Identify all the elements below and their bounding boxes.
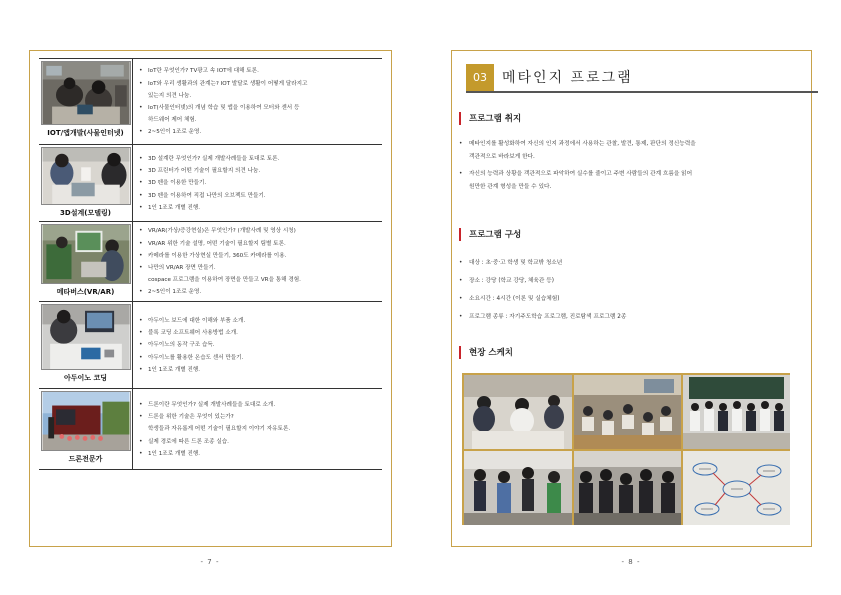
- program-caption: 드론전문가: [68, 455, 103, 463]
- program-line: • VR/AR(가상/증강현실)은 무엇인가? (개발사례 및 영상 시청): [139, 225, 378, 237]
- program-description: [133, 145, 382, 221]
- sketch-photo: [464, 375, 572, 449]
- program-line: • 나만의 VR/AR 장면 만들기.: [139, 262, 378, 274]
- purpose-line: 원만한 관계 형성을 만들 수 있다.: [469, 183, 552, 190]
- program-line: cospace 프로그램을 이용하여 장면을 만들고 VR을 통해 경험.: [148, 277, 301, 284]
- program-line: • IoT와 우리 생활과의 관계는? IOT 발달로 생활이 어떻게 달라지고: [139, 78, 378, 90]
- program-line: • IoT(사물인터넷)의 개념 학습 및 앱을 이용하여 모터와 센서 등: [139, 102, 378, 114]
- purpose-line: 객관적으로 바라보게 한다.: [469, 153, 535, 160]
- program-line: • 드론이란 무엇인가? 실제 개발사례들을 토대로 소개.: [139, 399, 378, 411]
- program-line: 학생들과 자유롭게 어떤 기술이 필요할지 이야기 자유토론.: [148, 426, 291, 433]
- program-row-vr-ar: [39, 222, 382, 302]
- iot-class-photo: [41, 61, 131, 125]
- section-number-badge: 03: [466, 64, 494, 91]
- program-caption: 3D설계(모델링): [60, 209, 111, 217]
- sketch-photo: [574, 375, 681, 449]
- purpose-line: • 메타인지를 활성화하여 자신의 인지 과정에서 사용하는 관찰, 발견, 통제, 판단의 정신능력을: [459, 138, 799, 151]
- page-7: [0, 0, 420, 595]
- program-image-cell: [39, 302, 133, 388]
- drone-photo: [41, 391, 131, 451]
- arduino-photo: [41, 304, 131, 370]
- program-line: • 실제 경로에 따른 드론 조종 실습.: [139, 436, 378, 448]
- program-caption: 아두이노 코딩: [63, 374, 107, 382]
- program-description: [133, 389, 382, 469]
- field-sketch-gallery: [462, 373, 790, 525]
- program-line: • 아두이노 보드에 대한 이해와 부품 소개.: [139, 315, 378, 327]
- page-title: 메타인지 프로그램: [502, 70, 633, 86]
- program-line: • 1인 1조로 개별 진행.: [139, 364, 378, 376]
- program-line: • 드론을 위한 기술은 무엇이 있는가?: [139, 411, 378, 423]
- structure-line: • 소요시간 : 4시간 (이론 및 실습체험): [459, 290, 799, 308]
- sketch-photo: [574, 451, 681, 525]
- program-line: • IoT란 무엇인가? TV광고 속 IOT에 대해 토론.: [139, 65, 378, 77]
- title-underline: [466, 91, 818, 93]
- program-line: • 카메라를 이용한 가상현실 만들기, 360도 카메라를 이용.: [139, 250, 378, 262]
- program-row-iot: [39, 59, 382, 145]
- sketch-photo: [464, 451, 572, 525]
- program-description: [133, 302, 382, 388]
- program-line: • 2~5인이 1조로 운영.: [139, 126, 378, 138]
- program-line: • 3D 프린터가 어떤 기술이 필요할지 의견 나눔.: [139, 165, 378, 177]
- page-number: - 8 -: [621, 558, 641, 566]
- sketch-photo: [683, 375, 790, 449]
- structure-text: [459, 254, 799, 326]
- purpose-heading: 프로그램 취지: [459, 112, 521, 124]
- program-line: • 3D 펜을 이용한 만들기.: [139, 177, 378, 189]
- program-line: 하드웨어 제어 체험.: [148, 117, 197, 124]
- structure-heading: 프로그램 구성: [459, 228, 521, 240]
- program-table: [39, 58, 382, 470]
- program-row-arduino: [39, 302, 382, 389]
- program-row-drone: [39, 389, 382, 470]
- program-description: [133, 222, 382, 301]
- page-number: - 7 -: [200, 558, 220, 566]
- program-line: • 블록 코딩 소프트웨어 사용방법 소개.: [139, 327, 378, 339]
- program-line: • 1인 1조로 개별 진행.: [139, 202, 378, 214]
- 3d-modeling-photo: [41, 147, 131, 205]
- structure-line: • 장소 : 강당 (학교 강당, 체육관 등): [459, 272, 799, 290]
- program-image-cell: [39, 145, 133, 221]
- structure-line: • 대상 : 초·중·고 학생 및 학교밖 청소년: [459, 254, 799, 272]
- program-image-cell: [39, 389, 133, 469]
- program-line: • VR/AR 위한 기술 설명, 어떤 기술이 필요할지 팀별 토론.: [139, 238, 378, 250]
- program-line: • 아두이노의 동작 구조 습득.: [139, 339, 378, 351]
- vr-ar-photo: [41, 224, 131, 284]
- program-row-3d: [39, 145, 382, 222]
- purpose-text: [459, 138, 799, 193]
- program-line: • 아두이노를 활용한 온습도 센서 만들기.: [139, 352, 378, 364]
- program-line: 있는지 의견 나눔.: [148, 92, 192, 99]
- program-description: [133, 59, 382, 144]
- page-8: [421, 0, 841, 595]
- program-line: • 1인 1조로 개별 진행.: [139, 448, 378, 460]
- purpose-line: • 자신의 능력과 상황을 객관적으로 파악하여 실수를 줄이고 주변 사람들의 관계 흐름을 읽어: [459, 168, 799, 181]
- program-line: • 3D 설계란 무엇인가? 실제 개발사례들을 토대로 토론.: [139, 153, 378, 165]
- program-caption: 메타버스(VR/AR): [56, 288, 115, 296]
- section-title: [462, 64, 822, 92]
- structure-line: • 프로그램 종류 : 자기주도학습 프로그램, 진로탐색 프로그램 2종: [459, 308, 799, 326]
- sketch-heading: 현장 스케치: [459, 346, 513, 358]
- program-line: • 3D 펜을 이용하여 직접 나만의 오브젝트 만들기.: [139, 190, 378, 202]
- program-image-cell: [39, 59, 133, 144]
- program-image-cell: [39, 222, 133, 301]
- program-caption: IOT/앱개발(사물인터넷): [47, 129, 124, 137]
- sketch-photo: [683, 451, 790, 525]
- program-line: • 2~5인이 1조로 운영.: [139, 286, 378, 298]
